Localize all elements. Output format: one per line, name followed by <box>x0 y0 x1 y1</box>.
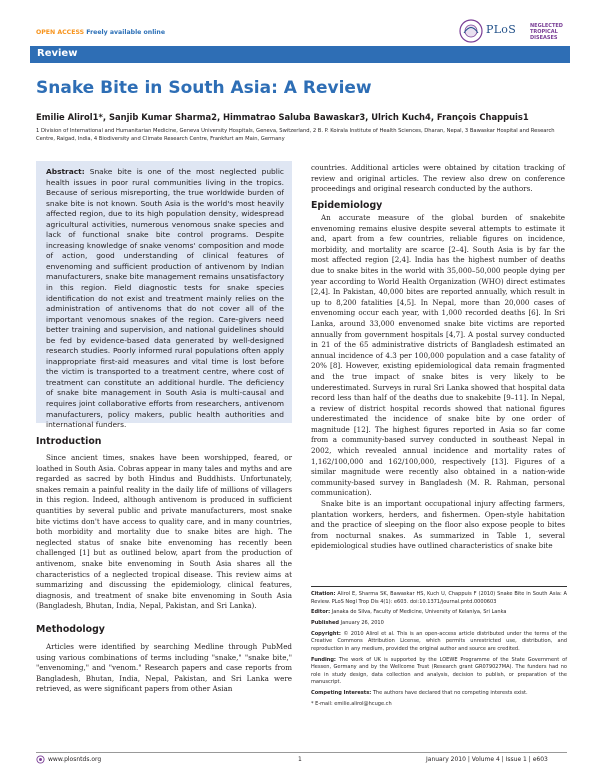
open-access-banner <box>36 29 165 36</box>
epidemiology-text <box>311 213 565 552</box>
logo-plos-text: PLoS <box>486 23 517 36</box>
journal-logo <box>458 18 568 44</box>
funding-entry: Funding: The work of UK is supported by the LOEWE Programme of the State Government of Hessen, Germany and by the Wellcome Trust (Research grant GR079027MA). The funders had no role in study design, data collection and analysis, decision to publish, or preparation of the manuscript. <box>311 656 568 686</box>
footer-issue-info: January 2010 | Volume 4 | Issue 1 | e603 <box>426 756 548 763</box>
section-band <box>30 46 570 63</box>
footer-divider <box>36 752 567 753</box>
abstract-body: Snake bite is one of the most neglected public health issues in poor rural communities living in the tropics. Because of serious misreporting, the true worldwide burden of snake bite is not known. South Asia is the world's most heavily affected region, due to its high population density, widespread agricultural activities, numerous venomous snake species and lack of functional snake bite control programs. Despite increasing knowledge of snake venoms' composition and mode of action, good understanding of clinical features of envenoming and sufficient production of antivenom by Indian manufacturers, snake bite management remains unsatisfactory in this region. Field diagnostic tests for snake species identification do not exist and treatment mainly relies on the administration of antivenoms that do not cover all of the important venomous snakes of the region. Care-givers need better training and supervision, and national guidelines should be fed by evidence-based data generated by well-designed research studies. Poorly informed rural populations often apply inappropriate first-aid measures and vital time is lost before the victim is transported to a treatment centre, where cost of treatment can constitute an additional hurdle. The deficiency of snake bite management in South Asia is multi-causal and requires joint collaborative efforts from researchers, antivenom manufacturers, policy makers, public health authorities and international funders. <box>46 167 284 430</box>
copyright-entry: Copyright: © 2010 Alirol et al. This is an open-access article distributed under the terms of the Creative Commons Attribution License, which permits unrestricted use, distribution, and reproduction in any medium, provided the original author and source are credited. <box>311 630 567 652</box>
methodology-text <box>36 642 292 695</box>
paragraph: Since ancient times, snakes have been worshipped, feared, or loathed in South Asia. Cobras appear in many tales and myths and are regarded as sacred by both Hindus and Buddhists. Unfortunately, snakes remain a painful reality in the daily life of millions of villagers in this region. Indeed, although antivenom is produced in sufficient quantities by several public and private manufacturers, most snake bite victims don't have access to quality care, and in many countries, both morbidity and mortality due to snake bites are high. The neglected status of snake bite envenoming has recently been challenged [1] but as outlined below, apart from the production of antivenom, snake bite envenoming in South Asia shares all the characteristics of a neglected tropical disease. This review aims at summarizing and discussing the epidemiology, clinical features, diagnosis, and treatment of snake bite envenoming in South Asia (Bangladesh, Bhutan, India, Nepal, Pakistan, and Sri Lanka). <box>36 453 292 611</box>
section-label: Review <box>37 48 78 59</box>
citation-text <box>311 591 567 712</box>
logo-ntd-text: NEGLECTED TROPICAL DISEASES <box>530 23 563 41</box>
paragraph: Snake bite is an important occupational injury affecting farmers, plantation workers, herders, and fishermen. Open-style habitation and the practice of sleeping on the floor also expose people to bites from nocturnal snakes. As summarized in Table 1, several epidemiological studies have outlined characteristics of snake bite <box>311 499 565 551</box>
article-title: Snake Bite in South Asia: A Review <box>36 78 372 98</box>
open-access-label: OPEN ACCESS <box>36 29 85 36</box>
competing-interests-entry: Competing Interests: The authors have declared that no competing interests exist. <box>311 689 528 696</box>
paragraph: countries. Additional articles were obtained by citation tracking of review and original articles. The review also drew on conference proceedings and original research conducted by the authors. <box>311 163 565 194</box>
freely-available-label: Freely available online <box>86 29 166 36</box>
abstract-text <box>46 167 284 431</box>
paragraph: Articles were identified by searching Medline through PubMed using various combinations of terms including "snake," "snake bite," "envenoming," and "venom." Research papers and case reports from Bangladesh, Bhutan, India, Nepal, Pakistan, and Sri Lanka were retrieved, as were significant papers from other Asian <box>36 642 292 694</box>
email-entry[interactable]: * E-mail: emilie.alirol@hcuge.ch <box>311 700 392 707</box>
citation-entry: Citation: Alirol E, Sharma SK, Bawaskar HS, Kuch U, Chappuis F (2010) Snake Bite in South Asia: A Review. PLoS Negl Trop Dis 4(1): e603. doi:10.1371/journal.pntd.0000603 <box>311 591 568 605</box>
editor-entry: Editor: Janaka de Silva, Faculty of Medicine, University of Kelaniya, Sri Lanka <box>311 609 507 616</box>
section-heading-introduction: Introduction <box>36 436 102 447</box>
paragraph: An accurate measure of the global burden of snakebite envenoming remains elusive despite several attempts to estimate it and, apart from a few countries, reliable figures on incidence, morbidity, and mortality are scarce [2–4]. South Asia is by far the most affected region [2,4]. India has the highest number of deaths due to snake bites in the world with 35,000–50,000 people dying per year according to World Health Organization (WHO) direct estimates [2,4]. In Pakistan, 40,000 bites are reported annually, which result in up to 8,200 fatalities [4,5]. In Nepal, more than 20,000 cases of envenoming occur each year, with 1,000 recorded deaths [6]. In Sri Lanka, around 33,000 envenomed snake bite victims are reported annually from government hospitals [4,7]. A postal survey conducted in 21 of the 65 administrative districts of Bangladesh estimated an annual incidence of 4.3 per 100,000 population and a case fatality of 20% [8]. However, existing epidemiological data remain fragmented and the true impact of snake bites is very likely to be underestimated. Surveys in rural Sri Lanka showed that hospital data record less than half of the deaths due to snakebite [9–11]. In Nepal, a review of district hospital records showed that national figures underestimated the incidence of snake bite by one order of magnitude [12]. The highest figures reported in Asia so far come from a community-based survey conducted in southeast Nepal in 2002, which revealed annual incidence and mortality rates of 1,162/100,000 and 162/100,000, respectively [13]. Figures of a similar magnitude were recently also obtained in a nation-wide community-based survey in Bangladesh (M. R. Rahman, personal communication). <box>311 213 565 498</box>
abstract-label: Abstract: <box>46 167 85 176</box>
citation-box <box>311 586 567 750</box>
citation-divider <box>311 586 567 587</box>
plos-footer-icon <box>36 755 45 764</box>
plos-ntd-emblem-icon <box>458 18 484 44</box>
footer-site-link[interactable]: www.plosntds.org <box>48 756 102 763</box>
section-heading-methodology: Methodology <box>36 624 105 635</box>
footer-page-number: 1 <box>298 756 302 763</box>
introduction-text <box>36 453 292 612</box>
abstract-box <box>36 161 292 430</box>
published-entry: Published January 26, 2010 <box>311 620 384 627</box>
author-list: Emilie Alirol1*, Sanjib Kumar Sharma2, Himmatrao Saluba Bawaskar3, Ulrich Kuch4, François Chappuis1 <box>36 112 529 122</box>
methodology-continued-text <box>311 163 565 195</box>
section-heading-epidemiology: Epidemiology <box>311 200 383 211</box>
affiliations: 1 Division of International and Humanitarian Medicine, Geneva University Hospitals, Geneva, Switzerland, 2 B. P. Koirala Institute of Health Sciences, Dharan, Nepal, 3 Bawaskar Hospital and Research Centre, Raigad, India, 4 Biodiversity and Climate Research Centre, Frankfurt am Main, Germany <box>36 128 555 142</box>
